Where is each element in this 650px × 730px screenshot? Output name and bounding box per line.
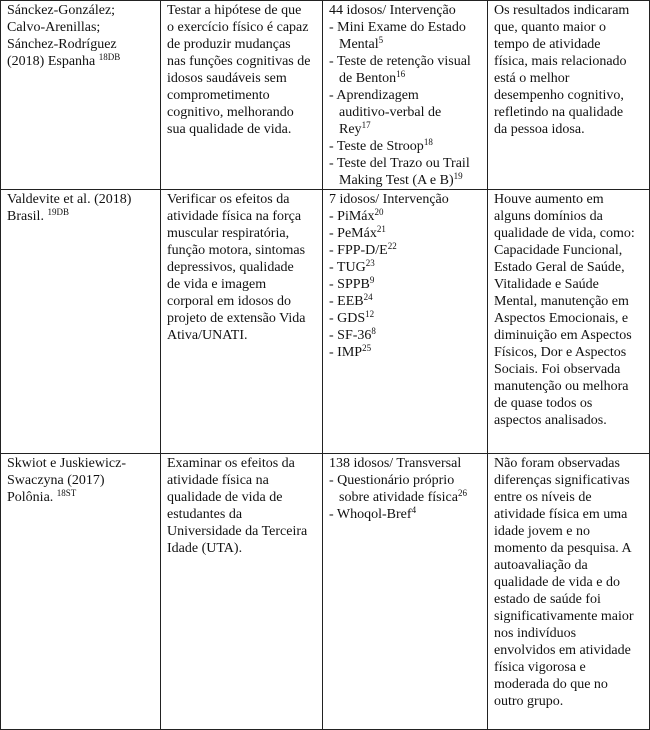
line-text: refletindo na qualidade [494,105,624,120]
cell-line [329,87,484,104]
cell-line [494,659,646,676]
reference-superscript: 9 [369,275,375,285]
cell-line [167,310,319,327]
line-text: qualidade de vida, como: [494,226,635,241]
line-text: que, quanto maior o [494,20,606,35]
cell-line [494,472,646,489]
reference-superscript: 19 [453,171,463,181]
cell-line [167,276,319,293]
line-text: tempo de atividade [494,37,601,52]
cell-line [329,2,484,19]
cell-line [329,36,484,53]
cell-line [329,327,484,344]
line-text: significativamente maior [494,609,634,624]
line-text: nas funções cognitivas de [167,54,311,69]
cell-line [167,472,319,489]
table-row [1,454,650,730]
line-text: - Whoqol-Bref [329,507,412,522]
cell-line [329,104,484,121]
table-row [1,190,650,454]
line-text: depressivos, qualidade [167,260,294,275]
reference-superscript: 22 [387,241,397,251]
cell-line [329,53,484,70]
line-text: idosos saudáveis sem [167,71,287,86]
cell-line [329,344,484,361]
reference-superscript: 24 [363,292,373,302]
line-text: Testar a hipótese de que [167,3,302,18]
line-text: 44 idosos/ Intervenção [329,3,456,18]
line-text: - PiMáx [329,209,375,224]
line-text: Idade (UTA). [167,541,243,556]
cell-line [7,2,157,19]
cell-line [329,155,484,172]
line-text: Sánckez-González; [7,3,116,18]
cell-line [494,259,646,276]
line-text: - PeMáx [329,226,377,241]
cell-line [7,191,157,208]
cell-line [329,172,484,189]
line-text: Não foram observadas [494,456,620,471]
cell-line [494,208,646,225]
cell-line [7,455,157,472]
line-text: atividade física na força [167,209,302,224]
cell-line [494,412,646,429]
cell-line [494,608,646,625]
sample-instruments-cell [323,454,488,730]
table-row [1,1,650,190]
line-text: - SPPB [329,277,370,292]
line-text: física, mais relacionado [494,54,627,69]
line-text: - GDS [329,311,366,326]
line-text: cognitivo, melhorando [167,105,294,120]
author-cell [1,190,161,454]
cell-line [167,506,319,523]
cell-line [494,693,646,710]
cell-line [329,293,484,310]
line-text: Houve aumento em [494,192,604,207]
line-text: Calvo-Arenillas; [7,20,101,35]
line-text: Capacidade Funcional, [494,243,623,258]
line-text: Valdevite et al. (2018) [7,192,132,207]
reference-superscript: 18DB [98,52,121,62]
line-text: atividade física na [167,473,269,488]
line-text: entre os níveis de [494,490,592,505]
cell-line [494,191,646,208]
sample-instruments-cell [323,1,488,190]
cell-line [494,378,646,395]
line-text: auditivo-verbal de [339,105,442,120]
cell-line [329,506,484,523]
cell-line [494,242,646,259]
cell-line [329,259,484,276]
line-text: da pessoa idosa. [494,122,585,137]
reference-superscript: 17 [361,120,371,130]
line-text: envolvidos em atividade [494,643,631,658]
table-body [1,1,650,730]
line-text: de produzir mudanças [167,37,291,52]
line-text: estudantes da [167,507,243,522]
objective-cell [161,454,323,730]
line-text: Mental, manutenção em [494,294,629,309]
cell-line [167,19,319,36]
line-text: desempenho cognitivo, [494,88,624,103]
reference-superscript: 5 [378,35,384,45]
line-text: de vida e imagem [167,277,267,292]
cell-line [7,19,157,36]
cell-line [494,36,646,53]
reference-superscript: 8 [371,326,376,336]
cell-line [494,455,646,472]
reference-superscript: 18ST [56,488,77,498]
line-text: (2018) Espanha [7,54,99,69]
author-cell [1,454,161,730]
cell-line [494,104,646,121]
line-text: qualidade de vida e do [494,575,620,590]
line-text: Polônia. [7,490,57,505]
line-text: aspectos analisados. [494,413,607,428]
cell-line [167,208,319,225]
cell-line [329,191,484,208]
cell-line [167,104,319,121]
cell-line [494,327,646,344]
cell-line [494,87,646,104]
cell-line [494,2,646,19]
line-text: de quase todos os [494,396,593,411]
objective-cell [161,1,323,190]
line-text: Os resultados indicaram [494,3,630,18]
cell-line [494,361,646,378]
reference-superscript: 23 [365,258,375,268]
line-text: Vitalidade e Saúde [494,277,599,292]
cell-line [494,19,646,36]
cell-line [494,489,646,506]
reference-superscript: 16 [396,69,406,79]
cell-line [329,19,484,36]
line-text: está o melhor [494,71,570,86]
line-text: Ativa/UNATI. [167,328,248,343]
line-text: o exercício físico é capaz [167,20,309,35]
line-text: alguns domínios da [494,209,603,224]
cell-line [7,36,157,53]
cell-line [167,242,319,259]
cell-line [167,87,319,104]
line-text: estado de saúde foi [494,592,601,607]
cell-line [494,676,646,693]
cell-line [167,327,319,344]
cell-line [494,591,646,608]
line-text: Mental [339,37,379,52]
cell-line [494,70,646,87]
line-text: Brasil. [7,209,48,224]
line-text: - Aprendizagem [329,88,419,103]
line-text: - Mini Exame do Estado [329,20,466,35]
line-text: - Teste de Stroop [329,139,424,154]
cell-line [494,574,646,591]
cell-line [167,540,319,557]
cell-line [494,506,646,523]
line-text: - TUG [329,260,366,275]
cell-line [494,293,646,310]
line-text: - Teste del Trazo ou Trail [329,156,470,171]
line-text: 7 idosos/ Intervenção [329,192,449,207]
line-text: Sociais. Foi observada [494,362,621,377]
cell-line [494,310,646,327]
cell-line [329,70,484,87]
cell-line [329,472,484,489]
line-text: Sánchez-Rodríguez [7,37,117,52]
cell-line [7,53,157,70]
sample-instruments-cell [323,190,488,454]
line-text: função motora, sintomas [167,243,306,258]
cell-line [167,121,319,138]
cell-line [167,70,319,87]
cell-line [494,276,646,293]
cell-line [167,225,319,242]
reference-superscript: 19DB [47,207,69,217]
cell-line [167,53,319,70]
line-text: manutenção ou melhora [494,379,629,394]
objective-cell [161,190,323,454]
line-text: - FPP-D/E [329,243,388,258]
cell-line [329,138,484,155]
cell-line [167,191,319,208]
line-text: - EEB [329,294,364,309]
cell-line [329,242,484,259]
results-cell [488,190,650,454]
cell-line [329,208,484,225]
reference-superscript: 21 [376,224,386,234]
line-text: Aspectos Emocionais, e [494,311,629,326]
line-text: corporal em idosos do [167,294,292,309]
cell-line [329,489,484,506]
results-cell [488,1,650,190]
line-text: comprometimento [167,88,270,103]
line-text: qualidade de vida de [167,490,283,505]
line-text: momento da pesquisa. A [494,541,632,556]
cell-line [329,121,484,138]
cell-line [167,489,319,506]
line-text: Físicos, Dor e Aspectos [494,345,627,360]
cell-line [494,121,646,138]
line-text: Verificar os efeitos da [167,192,290,207]
line-text: atividade física em uma [494,507,628,522]
cell-line [167,293,319,310]
cell-line [494,225,646,242]
line-text: diminuição em Aspectos [494,328,632,343]
line-text: Skwiot e Juskiewicz- [7,456,126,471]
line-text: outro grupo. [494,694,564,709]
cell-line [167,36,319,53]
line-text: nos indivíduos [494,626,577,641]
line-text: - SF-36 [329,328,372,343]
cell-line [167,523,319,540]
cell-line [494,540,646,557]
line-text: muscular respiratória, [167,226,290,241]
line-text: projeto de extensão Vida [167,311,306,326]
cell-line [329,455,484,472]
cell-line [7,472,157,489]
cell-line [494,523,646,540]
line-text: idade jovem e no [494,524,591,539]
line-text: 138 idosos/ Transversal [329,456,462,471]
author-cell [1,1,161,190]
line-text: autoavaliação da [494,558,588,573]
cell-line [7,489,157,506]
reference-superscript: 4 [411,505,417,515]
cell-line [494,53,646,70]
results-cell [488,454,650,730]
line-text: Rey [339,122,362,137]
line-text: Making Test (A e B) [339,173,454,188]
reference-superscript: 20 [374,207,384,217]
cell-line [494,557,646,574]
line-text: de Benton [339,71,397,86]
line-text: física vigorosa e [494,660,586,675]
line-text: - Questionário próprio [329,473,455,488]
line-text: sua qualidade de vida. [167,122,292,137]
reference-superscript: 12 [365,309,375,319]
cell-line [329,225,484,242]
cell-line [167,2,319,19]
cell-line [7,208,157,225]
reference-superscript: 25 [362,343,372,353]
line-text: moderada do que no [494,677,608,692]
reference-superscript: 18 [423,137,433,147]
cell-line [167,259,319,276]
cell-line [494,344,646,361]
cell-line [494,395,646,412]
reference-superscript: 26 [457,488,467,498]
line-text: diferenças significativas [494,473,630,488]
line-text: - IMP [329,345,363,360]
line-text: Estado Geral de Saúde, [494,260,625,275]
cell-line [494,642,646,659]
cell-line [494,625,646,642]
line-text: sobre atividade física [339,490,458,505]
cell-line [167,455,319,472]
cell-line [329,276,484,293]
line-text: Swaczyna (2017) [7,473,105,488]
line-text: Examinar os efeitos da [167,456,295,471]
line-text: - Teste de retenção visual [329,54,471,69]
line-text: Universidade da Terceira [167,524,308,539]
cell-line [329,310,484,327]
